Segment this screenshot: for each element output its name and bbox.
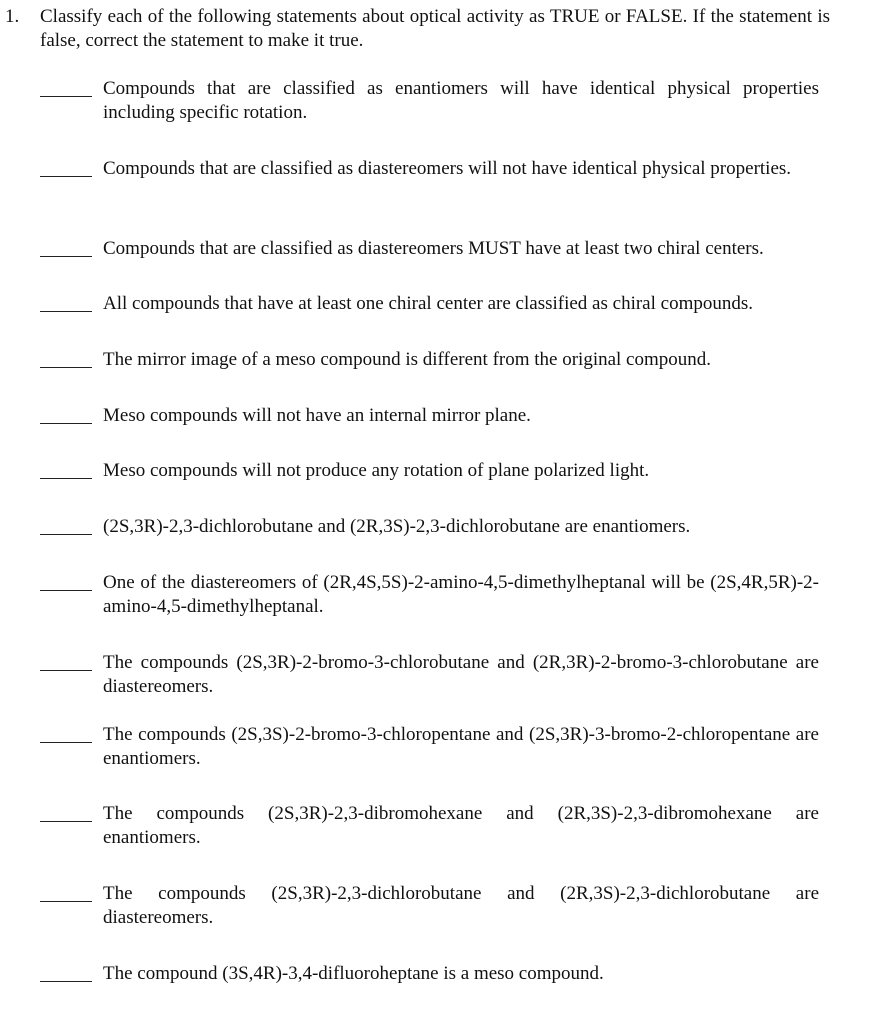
answer-blank[interactable] — [40, 256, 92, 257]
answer-blank[interactable] — [40, 367, 92, 368]
answer-blank[interactable] — [40, 821, 92, 822]
statement-text: Compounds that are classified as diastereomers MUST have at least two chiral centers. — [103, 238, 764, 259]
statement-text: (2S,3R)-2,3-dichlorobutane and (2R,3S)-2,3-dichlorobutane are enantiomers. — [103, 516, 691, 537]
statement-text: All compounds that have at least one chiral center are classified as chiral compounds. — [103, 293, 753, 314]
answer-blank[interactable] — [40, 981, 92, 982]
answer-blank[interactable] — [40, 670, 92, 671]
statement-text: One of the diastereomers of (2R,4S,5S)-2-amino-4,5-dimethylheptanal will be (2S,4R,5R)-2-amino-4,5-dimethylheptanal. — [103, 572, 819, 617]
answer-blank[interactable] — [40, 176, 92, 177]
answer-blank[interactable] — [40, 590, 92, 591]
statement-text: Meso compounds will not have an internal mirror plane. — [103, 405, 531, 426]
answer-blank[interactable] — [40, 96, 92, 97]
statement-text: Meso compounds will not produce any rotation of plane polarized light. — [103, 460, 650, 481]
answer-blank[interactable] — [40, 534, 92, 535]
statement-text: The compounds (2S,3R)-2,3-dibromohexane and (2R,3S)-2,3-dibromohexane are enantiomers. — [103, 803, 819, 848]
statement-text: The compound (3S,4R)-3,4-difluoroheptane is a meso compound. — [103, 963, 604, 984]
statement-text: Compounds that are classified as enantiomers will have identical physical properties including specific rotation. — [103, 78, 819, 123]
statement-text: The mirror image of a meso compound is different from the original compound. — [103, 349, 712, 370]
statement-text: The compounds (2S,3R)-2,3-dichlorobutane and (2R,3S)-2,3-dichlorobutane are diastereomers. — [103, 883, 819, 928]
question-text: Classify each of the following statements about optical activity as TRUE or FALSE. If the statement is false, correct the statement to make it true. — [40, 6, 830, 51]
statement-text: The compounds (2S,3S)-2-bromo-3-chloropentane and (2S,3R)-3-bromo-2-chloropentane are enantiomers. — [103, 724, 819, 769]
question-number: 1. — [5, 6, 20, 27]
answer-blank[interactable] — [40, 423, 92, 424]
answer-blank[interactable] — [40, 742, 92, 743]
answer-blank[interactable] — [40, 311, 92, 312]
statement-text: The compounds (2S,3R)-2-bromo-3-chlorobutane and (2R,3R)-2-bromo-3-chlorobutane are diastereomers. — [103, 652, 819, 697]
answer-blank[interactable] — [40, 901, 92, 902]
statement-text: Compounds that are classified as diastereomers will not have identical physical properties. — [103, 158, 792, 179]
answer-blank[interactable] — [40, 478, 92, 479]
